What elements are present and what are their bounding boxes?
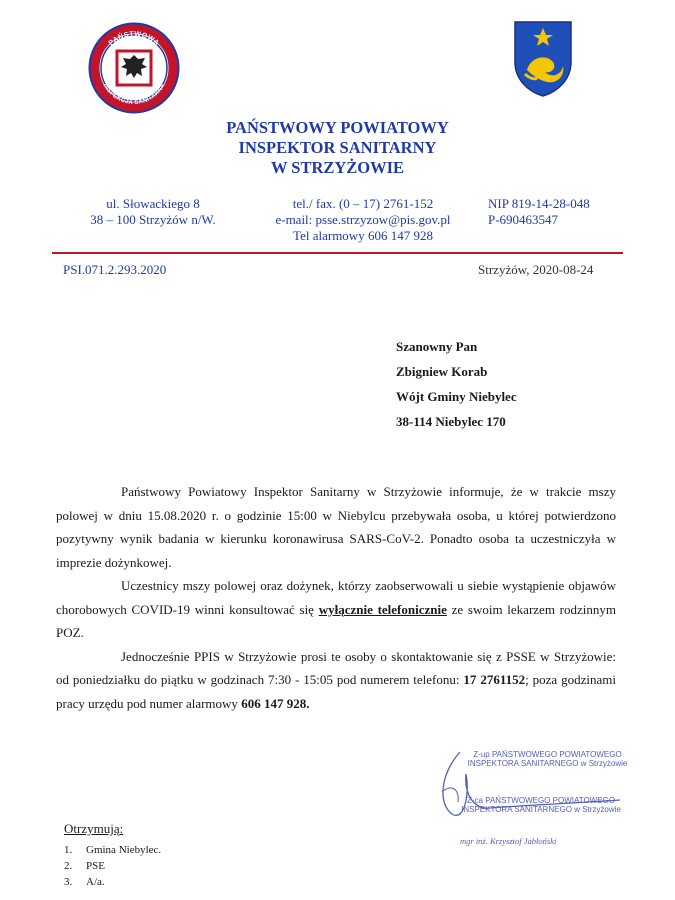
pis-seal-eagle-icon: [88, 22, 180, 114]
stamp-name: mgr inż. Krzysztof Jabłoński: [460, 836, 557, 846]
alarm-phone: Tel alarmowy 606 147 928: [293, 228, 433, 243]
institution-title-line2: INSPEKTOR SANITARNY: [238, 138, 437, 157]
strzyzow-coat-of-arms: [511, 18, 575, 98]
pis-seal-logo: [88, 22, 180, 114]
stamp-line-2: Z-ca PAŃSTWOWEGO POWIATOWEGO INSPEKTORA SANITARNEGO w Strzyżowie: [461, 796, 621, 814]
body-paragraph-2: [56, 574, 616, 645]
institution-title-line3: W STRZYŻOWIE: [270, 158, 405, 177]
email-address: e-mail: psse.strzyzow@pis.gov.pl: [275, 212, 451, 227]
phone-fax: tel./ fax. (0 – 17) 2761-152: [292, 196, 434, 211]
address-block: [68, 196, 238, 228]
strzyzow-coat-of-arms-icon: [511, 18, 575, 98]
header-divider: [52, 252, 623, 254]
alarm-phone-number: 606 147 928.: [241, 695, 310, 711]
addressee-block: [396, 334, 517, 434]
body-p2-text-end: ze swoim lekarzem rodzinnym POZ.: [56, 601, 616, 640]
letter-date: Strzyżów, 2020-08-24: [478, 262, 594, 277]
official-stamp: [430, 744, 630, 856]
body-p2-text: Uczestnicy mszy polowej oraz dożynek, którzy zaobserwowali u siebie wystąpienie objawów chorobowych COVID-19 winni konsultować się: [56, 578, 616, 617]
office-phone-number: 17 2761152: [463, 672, 526, 687]
address-street: ul. Słowackiego 8: [106, 196, 200, 211]
institution-title: [0, 118, 675, 178]
addressee-salutation: Szanowny Pan: [396, 339, 478, 354]
body-paragraph-3: [56, 645, 616, 716]
body-p3-text: Jednocześnie PPIS w Strzyżowie prosi te osoby o skontaktowanie się z PSSE w Strzyżowie: od poniedziałku do piątku w godzinach 7:30 - 15:05 pod numerem telefonu:: [56, 648, 616, 687]
body-paragraph-1: Państwowy Powiatowy Inspektor Sanitarny w Strzyżowie informuje, że w trakcie mszy polowej w dniu 15.08.2020 r. o godzinie 15:00 w Niebylcu przebywała osoba, u której potwierdzono pozytywny wynik badania w kierunku koronawirusa SARS-CoV-2. Ponadto osoba ta uczestniczyła w imprezie dożynkowej.: [56, 484, 616, 570]
seal-text-top: PAŃSTWOWA: [107, 30, 161, 48]
list-item: 2. PSE: [64, 860, 105, 872]
contact-details: [258, 196, 468, 244]
recipients-title: Otrzymują:: [64, 821, 124, 836]
addressee-title: Wójt Gminy Niebylec: [396, 389, 517, 404]
letter-body: [56, 480, 616, 715]
body-p3-text-mid: ; poza godzinami pracy urzędu pod numer alarmowy: [56, 672, 616, 711]
address-city: 38 – 100 Strzyżów n/W.: [90, 212, 216, 227]
seal-text-bottom: INSPEKCJA SANITARNA: [101, 82, 167, 107]
nip-number: NIP 819-14-28-048: [488, 196, 590, 211]
list-item: 1. Gmina Niebylec.: [64, 844, 162, 856]
institution-title-line1: PAŃSTWOWY POWIATOWY: [226, 118, 449, 137]
addressee-address: 38-114 Niebylec 170: [396, 414, 506, 429]
p-number: P-690463547: [488, 212, 559, 227]
list-item: 3. A/a.: [64, 876, 105, 888]
recipients-list: [64, 842, 161, 890]
reference-number: PSI.071.2.293.2020: [63, 262, 167, 277]
registration-numbers: [488, 196, 618, 228]
addressee-name: Zbigniew Korab: [396, 364, 488, 379]
emphasis-telephone-only: wyłącznie telefonicznie: [318, 601, 447, 617]
stamp-line-1: Z-up PAŃSTWOWEGO POWIATOWEGO INSPEKTORA SANITARNEGO w Strzyżowie: [467, 750, 628, 768]
